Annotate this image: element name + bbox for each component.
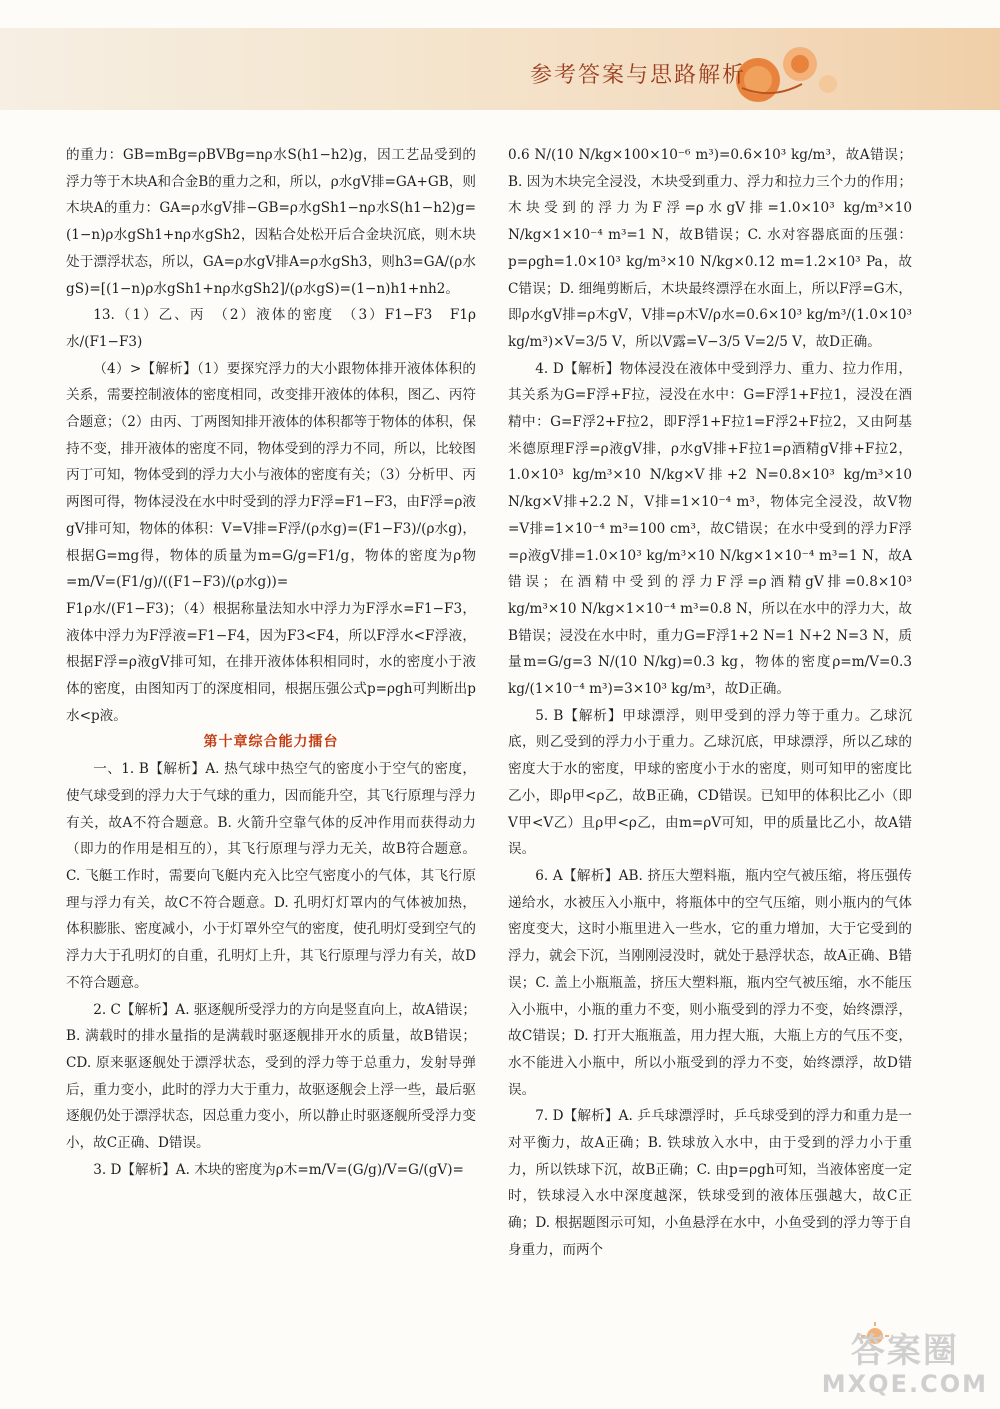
paragraph: 4. D【解析】物体浸没在液体中受到浮力、重力、拉力作用，其关系为G=F浮+F拉，浸没在水中：G=F浮1+F拉1，浸没在酒精中：G=F浮2+F拉2，即F浮1+F拉1=F浮2+F拉2，又由阿基米德原理F浮=ρ液gV排，ρ水gV排+F拉1=ρ酒精gV排+F拉2，1.0×10³ kg/m³×10 N/kg×V排+2 N=0.8×10³ kg/m³×10 N/kg×V排+2.2 N，V排=1×10⁻⁴ m³，物体完全浸没，故V物=V排=1×10⁻⁴ m³=100 cm³，故C错误；在水中受到的浮力F浮=ρ液gV排=1.0×10³ kg/m³×10 N/kg×1×10⁻⁴ m³=1 N，故A错误；在酒精中受到的浮力F浮=ρ酒精gV排=0.8×10³ kg/m³×10 N/kg×1×10⁻⁴ m³=0.8 N，所以在水中的浮力大，故B错误；浸没在水中时，重力G=F浮1+2 N=1 N+2 N=3 N，质量m=G/g=3 N/(10 N/kg)=0.3 kg，物体的密度ρ=m/V=0.3 kg/(1×10⁻⁴ m³)=3×10³ kg/m³，故D正确。 [508,360,912,698]
decorative-planets-icon [732,28,842,110]
section-title: 第十章综合能力擂台 [203,734,339,751]
header-title: 参考答案与思路解析 [530,63,747,88]
header-band [0,28,1000,110]
paragraph: 一、1. B【解析】A. 热气球中热空气的密度小于空气的密度，使气球受到的浮力大于气球的重力，因而能升空，其飞行原理与浮力有关，故A不符合题意。B. 火箭升空靠气体的反冲作用而获得动力（即力的作用是相互的），其飞行原理与浮力无关，故B符合题意。C. 飞艇工作时，需要向飞艇内充入比空气密度小的气体，其飞行原理与浮力有关，故C不符合题意。D. 孔明灯灯罩内的气体被加热，体积膨胀、密度减小，小于灯罩外空气的密度，使孔明灯受到空气的浮力大于孔明灯的自重，孔明灯上升，其飞行原理与浮力有关，故D不符合题意。 [66,761,476,991]
paragraph: （4）>【解析】（1）要探究浮力的大小跟物体排开液体体积的关系，需要控制液体的密度相同，改变排开液体的体积，图乙、丙符合题意；（2）由丙、丁两图知排开液体的体积都等于物体的体积，保持不变，排开液体的密度不同，物体受到的浮力不同，所以，比较图丙丁可知，物体受到的浮力大小与液体的密度有关；（3）分析甲、丙两图可得，物体浸没在水中时受到的浮力F浮=F1−F3，由F浮=ρ液gV排可知，物体的体积：V=V排=F浮/(ρ水g)=(F1−F3)/(ρ水g)，根据G=mg得，物体的质量为m=G/g=F1/g，物体的密度为ρ物=m/V=(F1/g)/((F1−F3)/(ρ水g))= [66,360,476,591]
left-column [66,142,476,1183]
paragraph: F1ρ水/(F1−F3)；（4）根据称量法知水中浮力为F浮水=F1−F3，液体中浮力为F浮液=F1−F4，因为F3<F4，所以F浮水<F浮液，根据F浮=ρ液gV排可知，在排开液体体积相同时，水的密度小于液体的密度，由图知丙丁的深度相同，根据压强公式p=ρgh可判断出p水<p液。 [66,600,476,724]
paragraph: 6. A【解析】AB. 挤压大塑料瓶，瓶内空气被压缩，将压强传递给水，水被压入小瓶中，将瓶体中的空气压缩，则小瓶内的气体密度变大，这时小瓶里进入一些水，它的重力增加，大于它受到的浮力，就会下沉，当刚刚浸没时，就处于悬浮状态，故A正确、B错误；C. 盖上小瓶瓶盖，挤压大塑料瓶，瓶内空气被压缩，水不能压入小瓶中，小瓶的重力不变，则小瓶受到的浮力不变，始终漂浮，故C错误；D. 打开大瓶瓶盖，用力捏大瓶，大瓶上方的气压不变，水不能进入小瓶中，所以小瓶受到的浮力不变，始终漂浮，故D错误。 [508,867,912,1098]
paragraph: 2. C【解析】A. 驱逐舰所受浮力的方向是竖直向上，故A错误；B. 满载时的排水量指的是满载时驱逐舰排开水的质量，故B错误；CD. 原来驱逐舰处于漂浮状态，受到的浮力等于总重力，发射导弹后，重力变小，此时的浮力大于重力，故驱逐舰会上浮一些，最后驱逐舰仍处于漂浮状态，因总重力变小，所以静止时驱逐舰所受浮力变小，故C正确、D错误。 [66,1001,476,1152]
paragraph: 3. D【解析】A. 木块的密度为ρ木=m/V=(G/g)/V=G/(gV)= [93,1161,464,1178]
paragraph: 7. D【解析】A. 乒乓球漂浮时，乒乓球受到的浮力和重力是一对平衡力，故A正确；B. 铁球放入水中，由于受到的浮力小于重力，所以铁球下沉，故B正确；C. 由p=ρgh可知，当液体密度一定时，铁球浸入水中深度越深，铁球受到的液体压强越大，故C正确；D. 根据题图示可知，小鱼悬浮在水中，小鱼受到的浮力等于自身重力，而两个 [508,1108,912,1258]
paragraph: 的重力：GB=mBg=ρBVBg=nρ水S(h1−h2)g，因工艺品受到的浮力等于木块A和合金B的重力之和，所以，ρ水gV排=GA+GB，则木块A的重力：GA=ρ水gV排−GB=ρ水gSh1−nρ水S(h1−h2)g=(1−n)ρ水gSh1+nρ水gSh2，因粘合处松开后合金块沉底，则木块处于漂浮状态，所以，GA=ρ水gV排A=ρ水gSh3，则h3=GA/(ρ水gS)=[(1−n)ρ水gSh1+nρ水gSh2]/(ρ水gS)=(1−n)h1+nh2。 [66,147,476,297]
paragraph: 0.6 N/(10 N/kg×100×10⁻⁶ m³)=0.6×10³ kg/m³，故A错误；B. 因为木块完全浸没，木块受到重力、浮力和拉力三个力的作用；木块受到的浮力为F浮=ρ水gV排=1.0×10³ kg/m³×10 N/kg×1×10⁻⁴ m³=1 N，故B错误；C. 水对容器底面的压强：p=ρgh=1.0×10³ kg/m³×10 N/kg×0.12 m=1.2×10³ Pa，故C错误；D. 细绳剪断后，木块最终漂浮在水面上，所以F浮=G木，即ρ水gV排=ρ木gV，V排=ρ木V/ρ水=0.6×10³ kg/m³/(1.0×10³ kg/m³)×V=3/5 V，所以V露=V−3/5 V=2/5 V，故D正确。 [508,147,912,350]
right-column [508,142,912,1264]
paragraph: 5. B【解析】甲球漂浮，则甲受到的浮力等于重力。乙球沉底，则乙受到的浮力小于重力。乙球沉底，甲球漂浮，所以乙球的密度大于水的密度，甲球的密度小于水的密度，则可知甲的密度比乙小，即ρ甲<ρ乙，故B正确，CD错误。已知甲的体积比乙小（即V甲<V乙）且ρ甲<ρ乙，由m=ρV可知，甲的质量比乙小，故A错误。 [508,707,912,858]
watermark-line2: MXQE.COM [821,1369,988,1398]
paragraph: 13.（1）乙、丙 （2）液体的密度 （3）F1−F3 F1ρ水/(F1−F3) [66,307,476,350]
watermark-line1: 答案圈 [850,1331,959,1372]
watermark [822,1333,988,1397]
